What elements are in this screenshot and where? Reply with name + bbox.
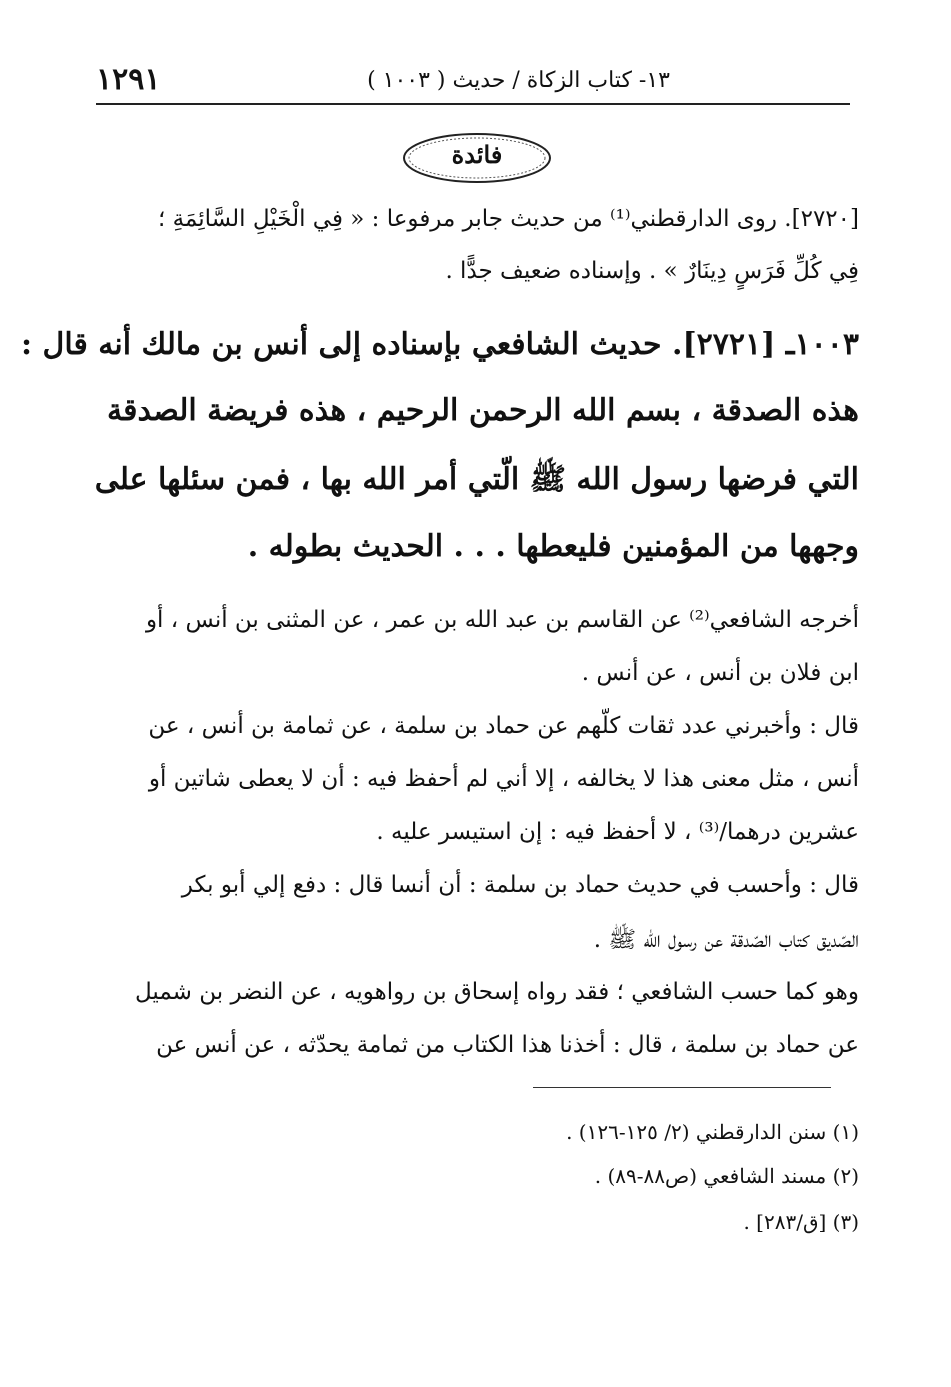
footnote-rule (533, 1087, 831, 1088)
footnote: (١) سنن الدارقطني (٢/ ١٢٥-١٢٦) . (566, 1120, 859, 1144)
body-line: أخرجه الشافعي⁽²⁾ عن القاسم بن عبد الله بن عمر ، عن المثنى بن أنس ، أو (145, 607, 859, 633)
body-line: أنس ، مثل معنى هذا لا يخالفه ، إلا أني لم أحفظ فيه : أن لا يعطى شاتين أو (148, 766, 859, 792)
footnote: (٣) [ق/٢٨٣] . (743, 1210, 859, 1234)
body-line: قال : وأخبرني عدد ثقات كلّهم عن حماد بن سلمة ، عن ثمامة بن أنس ، عن (148, 713, 859, 739)
hadith-line: وجهها من المؤمنين فليعطها . . . الحديث بطوله . (247, 529, 859, 564)
fawaid-line: فِي كُلِّ فَرَسٍ دِينَارٌ » . وإسناده ضعيف جدًّا . (445, 258, 859, 284)
fawaid-label: فائدة (451, 140, 503, 169)
body-line: وهو كما حسب الشافعي ؛ فقد رواه إسحاق بن رواهويه ، عن النضر بن شميل (135, 979, 859, 1005)
hadith-line: هذه الصدقة ، بسم الله الرحمن الرحيم ، هذه فريضة الصدقة (107, 393, 859, 428)
fawaid-line: [٢٧٢٠]. روى الدارقطني⁽¹⁾ من حديث جابر مرفوعا : « فِي الْخَيْلِ السَّائِمَةِ ؛ (157, 206, 859, 232)
hadith-line: ١٠٠٣ـ [٢٧٢١]. حديث الشافعي بإسناده إلى أنس بن مالك أنه قال : (21, 327, 859, 362)
body-line: الصّديق كتاب الصّدقة عن رسول الله ﷺ . (593, 927, 859, 953)
fawaid-ornament (400, 130, 554, 186)
page-header (96, 62, 850, 102)
body-line: عشرين درهما/⁽³⁾ ، لا أحفظ فيه : إن استيسر عليه . (376, 819, 859, 845)
hadith-line: التي فرضها رسول الله ﷺ الّتي أمر الله بها ، فمن سئلها على (94, 462, 859, 497)
body-line: ابن فلان بن أنس ، عن أنس . (581, 660, 859, 686)
running-title: ١٣- كتاب الزكاة / حديث ( ١٠٠٣ ) (367, 68, 670, 93)
page-number: ١٢٩١ (96, 62, 161, 97)
body-line: عن حماد بن سلمة ، قال : أخذنا هذا الكتاب من ثمامة يحدّثه ، عن أنس عن (156, 1032, 859, 1058)
body-line: قال : وأحسب في حديث حماد بن سلمة : أن أنسا قال : دفع إلي أبو بكر (181, 872, 859, 898)
header-rule (96, 103, 850, 105)
footnote: (٢) مسند الشافعي (ص٨٨-٨٩) . (594, 1164, 859, 1188)
